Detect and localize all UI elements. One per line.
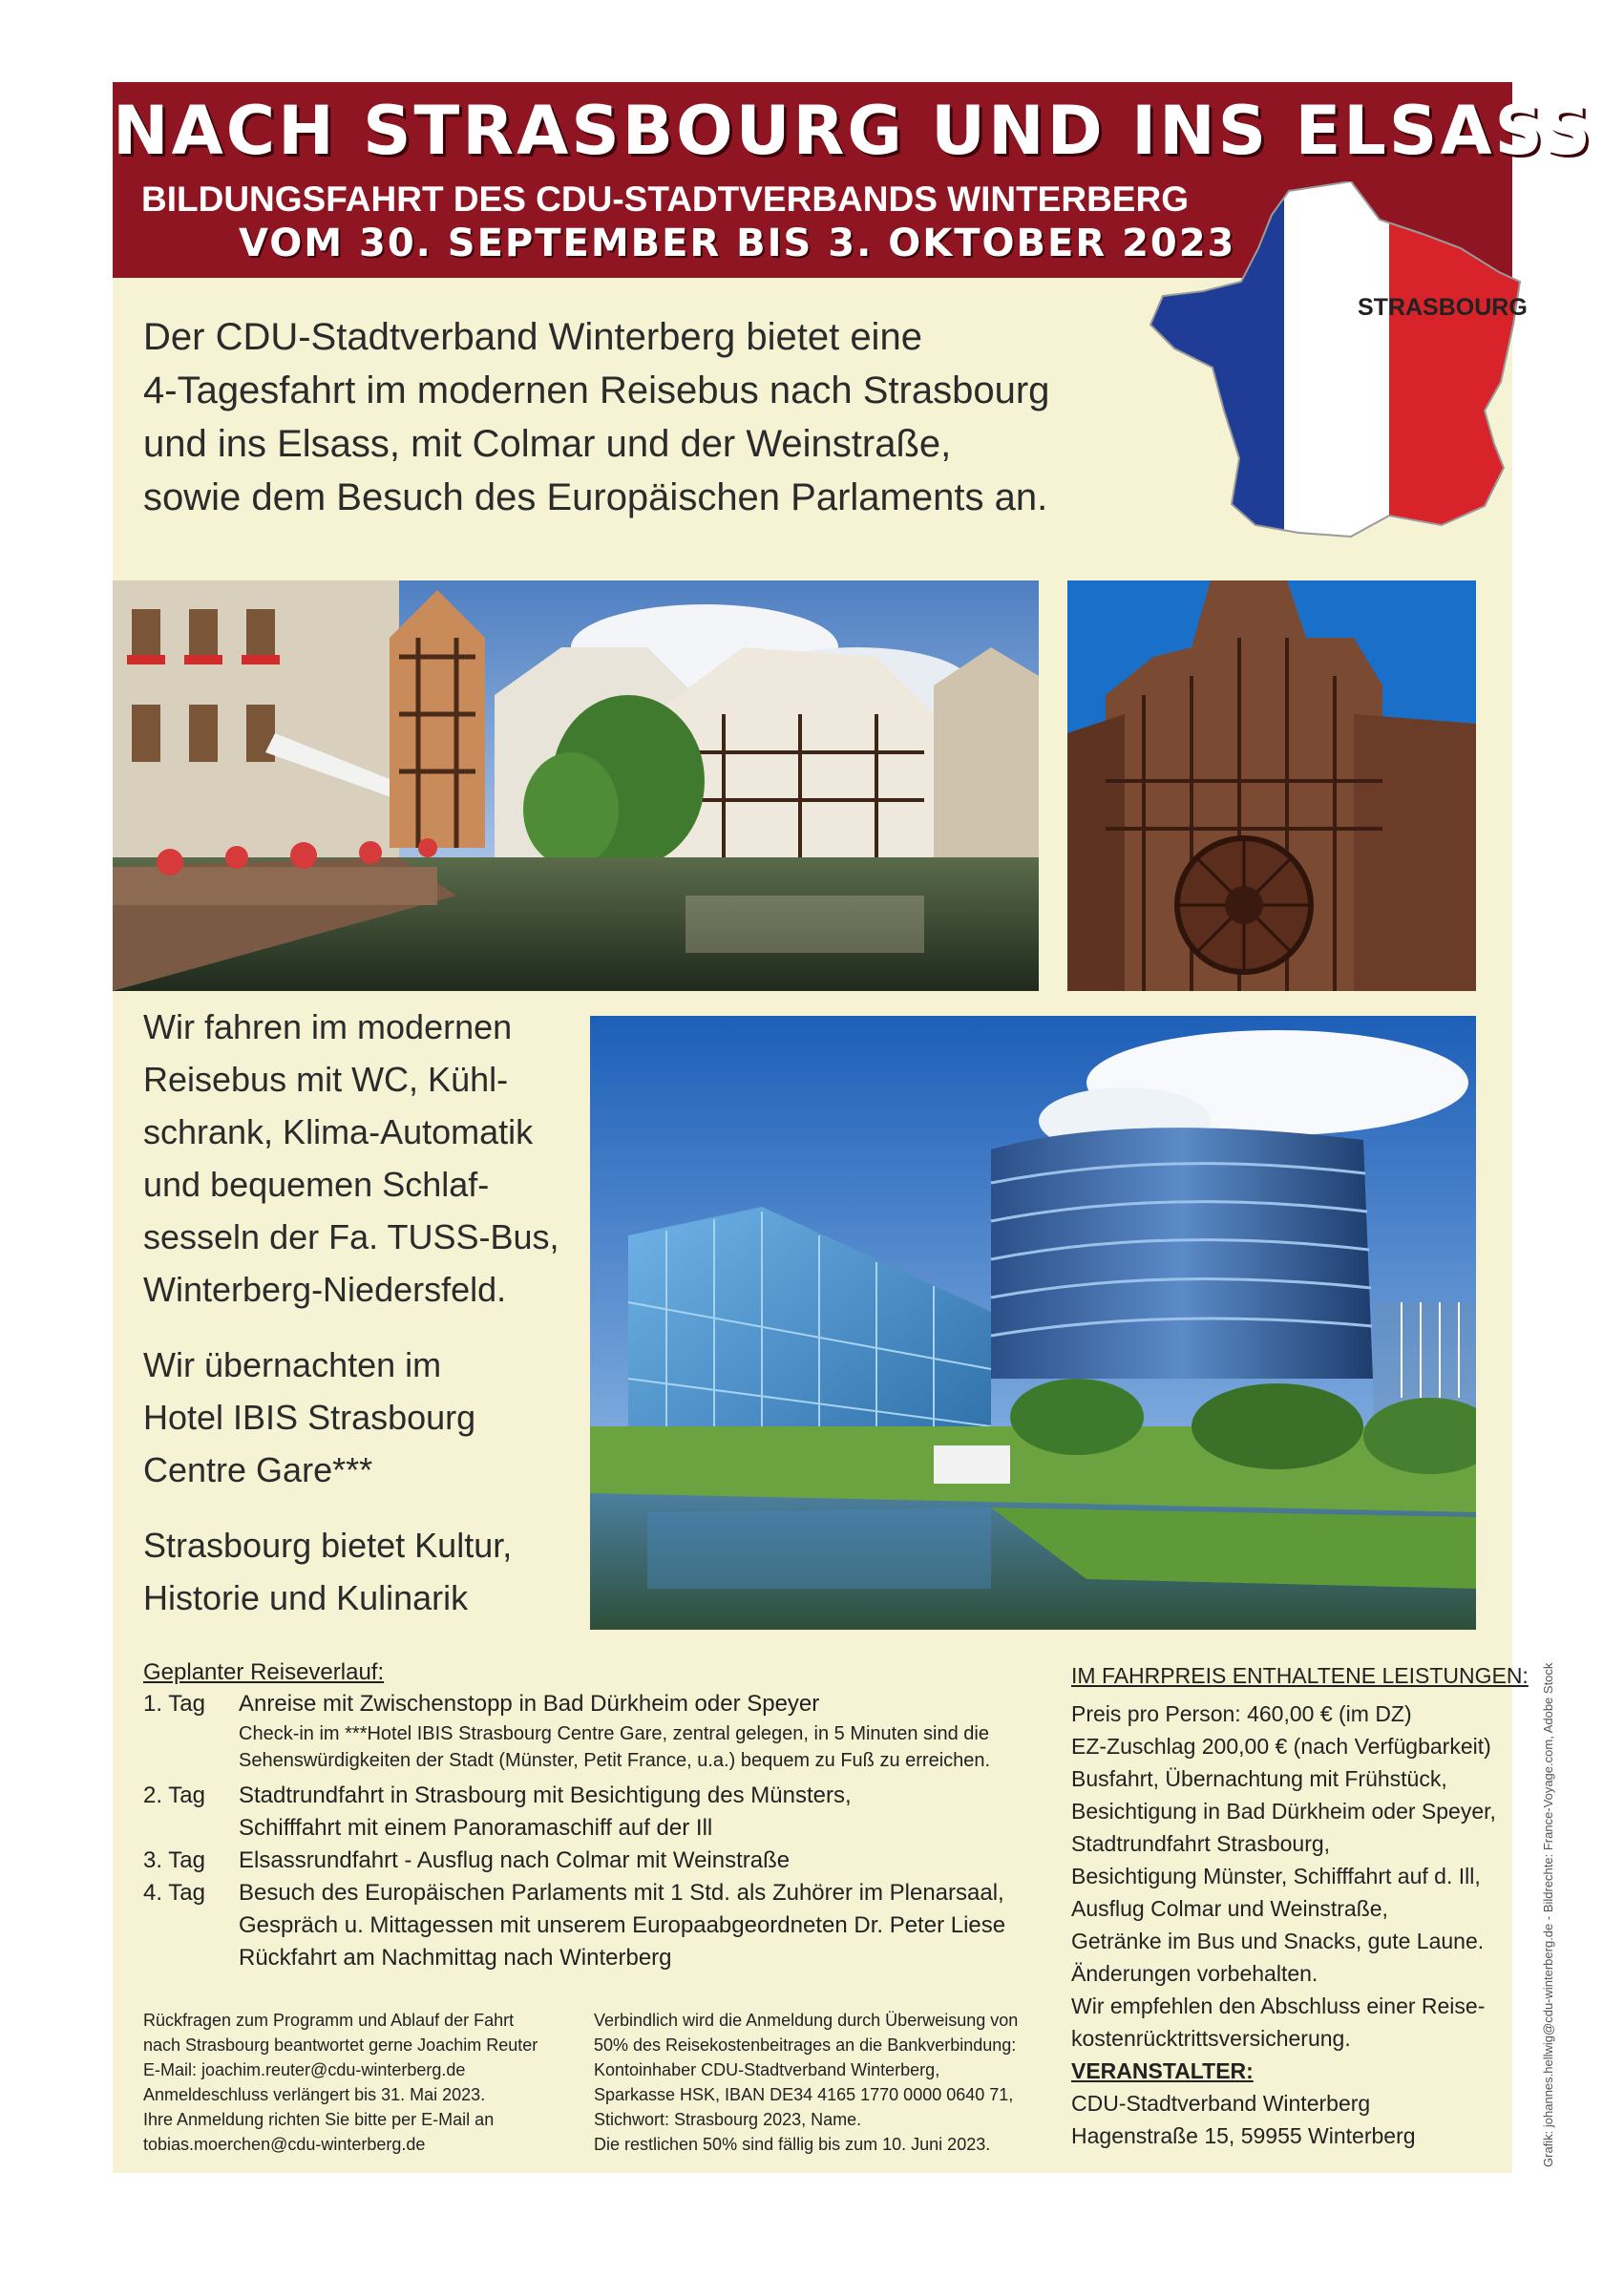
subtitle: BILDUNGSFAHRT DES CDU-STADTVERBANDS WINTERBERG <box>141 179 1189 219</box>
included-heading: IM FAHRPREIS ENTHALTENE LEISTUNGEN: <box>1071 1663 1529 1688</box>
intro-line: sowie dem Besuch des Europäischen Parlaments an. <box>143 476 1048 518</box>
payment-line: Verbindlich wird die Anmeldung durch Überweisung von <box>594 2011 1019 2030</box>
intro-line: 4-Tagesfahrt im modernen Reisebus nach Strasbourg <box>143 369 1050 411</box>
contact-line: Rückfragen zum Programm und Ablauf der Fahrt <box>143 2011 515 2030</box>
included-line: Änderungen vorbehalten. <box>1071 1961 1318 1986</box>
day-label: 2. Tag <box>143 1782 205 1808</box>
map-label-strasbourg: STRASBOURG <box>1358 294 1528 321</box>
culture-line: Strasbourg bietet Kultur, <box>143 1526 513 1565</box>
culture-line: Historie und Kulinarik <box>143 1578 469 1617</box>
payment-line: Sparkasse HSK, IBAN DE34 4165 1770 0000 0640 71, <box>594 2085 1014 2104</box>
day-text: Anreise mit Zwischenstopp in Bad Dürkheim oder Speyer <box>239 1691 820 1717</box>
contact-email[interactable]: E-Mail: joachim.reuter@cdu-winterberg.de <box>143 2060 466 2079</box>
payment-info <box>594 2008 1018 2157</box>
organizer-heading: VERANSTALTER: <box>1071 2058 1254 2083</box>
bus-line: Reisebus mit WC, Kühl- <box>143 1060 509 1099</box>
payment-line: 50% des Reisekostenbeitrages an die Bankverbindung: <box>594 2035 1017 2055</box>
included-line: Besichtigung Münster, Schifffahrt auf d. Ill, <box>1071 1864 1481 1888</box>
contact-line: nach Strasbourg beantwortet gerne Joachim Reuter <box>143 2035 538 2055</box>
included-line: Preis pro Person: 460,00 € (im DZ) <box>1071 1701 1412 1726</box>
intro-text <box>143 310 1174 524</box>
itinerary-day <box>143 1877 1050 1974</box>
hotel-line: Centre Gare*** <box>143 1450 373 1489</box>
included-line: Stadtrundfahrt Strasbourg, <box>1071 1831 1331 1856</box>
bus-line: sesseln der Fa. TUSS-Bus, <box>143 1217 559 1256</box>
contact-line: Anmeldeschluss verlängert bis 31. Mai 2023. <box>143 2085 486 2104</box>
day-note: Check-in im ***Hotel IBIS Strasbourg Centre Gare, zentral gelegen, in 5 Minuten sind die <box>239 1723 989 1744</box>
france-map-icon <box>1146 181 1528 544</box>
day-label: 4. Tag <box>143 1880 205 1906</box>
included-line: Wir empfehlen den Abschluss einer Reise- <box>1071 1993 1486 2018</box>
payment-line: Die restlichen 50% sind fällig bis zum 10. Juni 2023. <box>594 2135 991 2154</box>
intro-line: Der CDU-Stadtverband Winterberg bietet eine <box>143 316 922 358</box>
intro-line: und ins Elsass, mit Colmar und der Weinstraße, <box>143 423 952 465</box>
itinerary-day <box>143 1845 1050 1877</box>
day-text: Stadtrundfahrt in Strasbourg mit Besichtigung des Münsters, <box>239 1782 852 1808</box>
hotel-line: Wir übernachten im <box>143 1345 442 1384</box>
european-parliament-photo <box>590 1016 1476 1630</box>
main-title: NACH STRASBOURG UND INS ELSASS <box>113 92 1594 170</box>
bus-line: und bequemen Schlaf- <box>143 1165 490 1204</box>
itinerary-day <box>143 1688 1050 1720</box>
contact-line: Ihre Anmeldung richten Sie bitte per E-Mail an <box>143 2110 495 2129</box>
included-line: Besichtigung in Bad Dürkheim oder Speyer, <box>1071 1799 1496 1824</box>
day-text: Schifffahrt mit einem Panoramaschiff auf der Ill <box>239 1815 713 1841</box>
itinerary-heading: Geplanter Reiseverlauf: <box>143 1659 385 1685</box>
bus-line: Wir fahren im modernen <box>143 1007 513 1046</box>
organizer-line: Hagenstraße 15, 59955 Winterberg <box>1071 2123 1416 2148</box>
registration-email[interactable]: tobias.moerchen@cdu-winterberg.de <box>143 2135 426 2154</box>
bus-line: schrank, Klima-Automatik <box>143 1112 534 1151</box>
included-line: kostenrücktrittsversicherung. <box>1071 2026 1351 2051</box>
itinerary <box>143 1659 1050 1974</box>
day-label: 3. Tag <box>143 1847 205 1873</box>
hotel-line: Hotel IBIS Strasbourg <box>143 1398 476 1437</box>
included-line: EZ-Zuschlag 200,00 € (nach Verfügbarkeit) <box>1071 1734 1491 1759</box>
bus-line: Winterberg-Niedersfeld. <box>143 1270 507 1309</box>
day-text: Gespräch u. Mittagessen mit unserem Europaabgeordneten Dr. Peter Liese <box>239 1912 1006 1938</box>
payment-line: Kontoinhaber CDU-Stadtverband Winterberg, <box>594 2060 940 2079</box>
features-column <box>143 1001 582 1624</box>
included-line: Getränke im Bus und Snacks, gute Laune. <box>1071 1929 1485 1953</box>
day-text: Rückfahrt am Nachmittag nach Winterberg <box>239 1945 672 1971</box>
day-note: Sehenswürdigkeiten der Stadt (Münster, Petit France, u.a.) bequem zu Fuß zu erreichen. <box>239 1750 991 1771</box>
cathedral-photo <box>1067 580 1476 991</box>
included-line: Ausflug Colmar und Weinstraße, <box>1071 1896 1388 1921</box>
itinerary-day <box>143 1780 1050 1845</box>
day-text: Elsassrundfahrt - Ausflug nach Colmar mit Weinstraße <box>239 1847 791 1873</box>
trip-dates: VOM 30. SEPTEMBER BIS 3. OKTOBER 2023 <box>239 221 1236 265</box>
included-services <box>1071 1659 1529 2152</box>
included-line: Busfahrt, Übernachtung mit Frühstück, <box>1071 1766 1447 1791</box>
contact-info <box>143 2008 538 2157</box>
day-label: 1. Tag <box>143 1691 205 1717</box>
day-text: Besuch des Europäischen Parlaments mit 1 Std. als Zuhörer im Plenarsaal, <box>239 1880 1004 1906</box>
petite-france-photo <box>113 580 1039 991</box>
organizer-line: CDU-Stadtverband Winterberg <box>1071 2091 1371 2116</box>
payment-line: Stichwort: Strasbourg 2023, Name. <box>594 2110 862 2129</box>
image-credit: Grafik: johannes.hellwig@cdu-winterberg.de - Bildrechte: France-Voyage.com, Adobe Stock <box>1541 1662 1555 2167</box>
